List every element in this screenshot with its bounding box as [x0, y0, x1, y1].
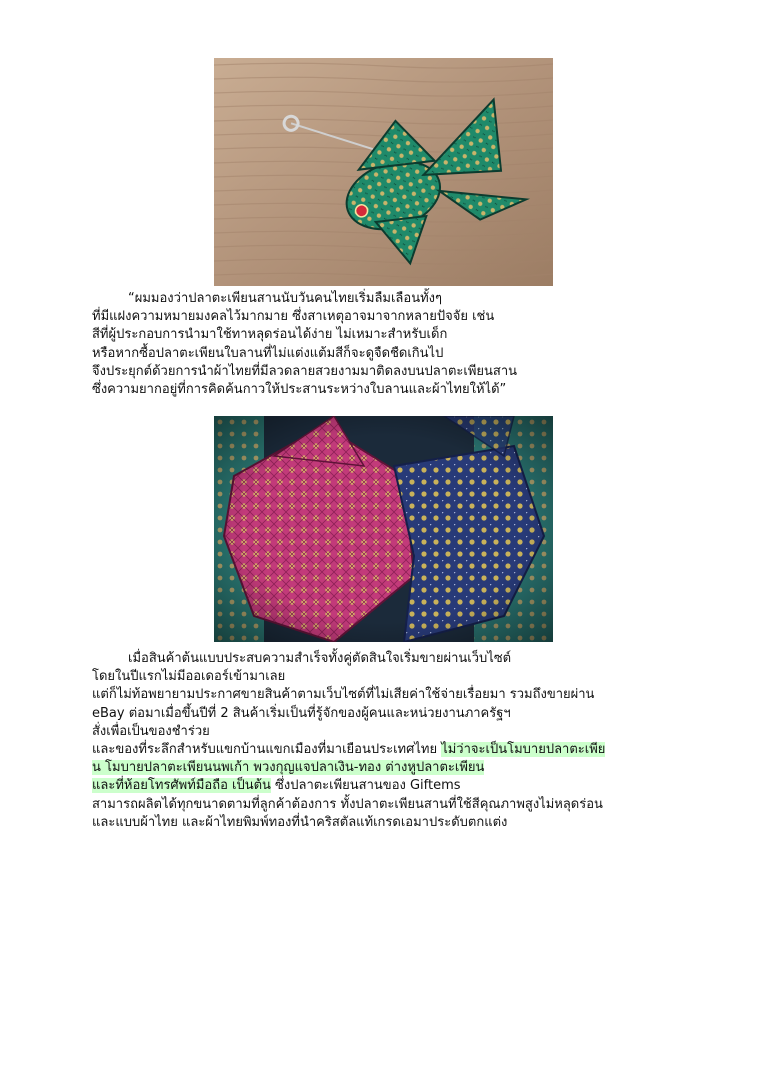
- keychain-fish-illustration: [214, 58, 553, 286]
- quote-paragraph: [92, 290, 692, 399]
- highlighted-text: และที่ห้อยโทรศัพท์มือถือ เป็นต้น: [92, 778, 271, 794]
- story-line: แต่ก็ไม่ท้อพยายามประกาศขายสินค้าตามเว็บไซต์ที่ไม่เสียค่าใช้จ่ายเรื่อยมา รวมถึงขายผ่าน: [92, 687, 595, 703]
- story-line: สั่งเพื่อเป็นของชำร่วย: [92, 723, 210, 739]
- story-text: ซึ่งปลาตะเพียนสานของ Giftems: [270, 778, 461, 794]
- story-line: โดยในปีแรกไม่มีออเดอร์เข้ามาเลย: [92, 669, 286, 685]
- fabric-fish-illustration: [214, 416, 553, 642]
- story-line: และแบบผ้าไทย และผ้าไทยพิมพ์ทองที่นำคริสตัลแท้เกรดเอมาประดับตกแต่ง: [92, 814, 508, 830]
- quote-line: สีที่ผู้ประกอบการนำมาใช้ทาหลุดร่อนได้ง่าย ไม่เหมาะสำหรับเด็ก: [92, 327, 448, 343]
- story-line: เมื่อสินค้าต้นแบบประสบความสำเร็จทั้งคู่ตัดสินใจเริ่มขายผ่านเว็บไซต์: [128, 651, 512, 666]
- story-line: eBay ต่อมาเมื่อขึ้นปีที่ 2 สินค้าเริ่มเป็นที่รู้จักของผู้คนและหน่วยงานภาครัฐฯ: [92, 705, 511, 721]
- story-paragraph: [92, 650, 692, 832]
- quote-line: “ผมมองว่าปลาตะเพียนสานนับวันคนไทยเริ่มลืมเลือนทั้งๆ: [128, 291, 442, 306]
- quote-line: ซึ่งความยากอยู่ที่การคิดค้นกาวให้ประสานระหว่างใบลานและผ้าไทยให้ได้”: [92, 382, 507, 398]
- story-text: และของที่ระลึกสำหรับแขกบ้านแขกเมืองที่มาเยือนประเทศไทย: [92, 742, 442, 758]
- story-line: สามารถผลิตได้ทุกขนาดตามที่ลูกค้าต้องการ ทั้งปลาตะเพียนสานที่ใช้สีคุณภาพสูงไม่หลุดร่อน: [92, 796, 603, 812]
- fabric-fish-photo: [214, 416, 553, 642]
- quote-line: ที่มีแฝงความหมายมงคลไว้มากมาย ซึ่งสาเหตุอาจมาจากหลายปัจจัย เช่น: [92, 309, 495, 325]
- story-line: [92, 741, 692, 759]
- quote-line: หรือหากซื้อปลาตะเพียนใบลานที่ไม่แต่งแต้มสีก็จะดูจืดชืดเกินไป: [92, 345, 444, 361]
- quote-line: จึงประยุกต์ด้วยการนำผ้าไทยที่มีลวดลายสวยงามมาติดลงบนปลาตะเพียนสาน: [92, 363, 518, 379]
- story-line: [92, 777, 692, 795]
- keychain-fish-photo: [214, 58, 553, 286]
- story-line: [92, 759, 692, 777]
- highlighted-text: ไม่ว่าจะเป็นโมบายปลาตะเพีย: [441, 742, 606, 758]
- highlighted-text: น โมบายปลาตะเพียนนพเก้า พวงกุญแจปลาเงิน-ทอง ต่างหูปลาตะเพียน: [92, 760, 485, 776]
